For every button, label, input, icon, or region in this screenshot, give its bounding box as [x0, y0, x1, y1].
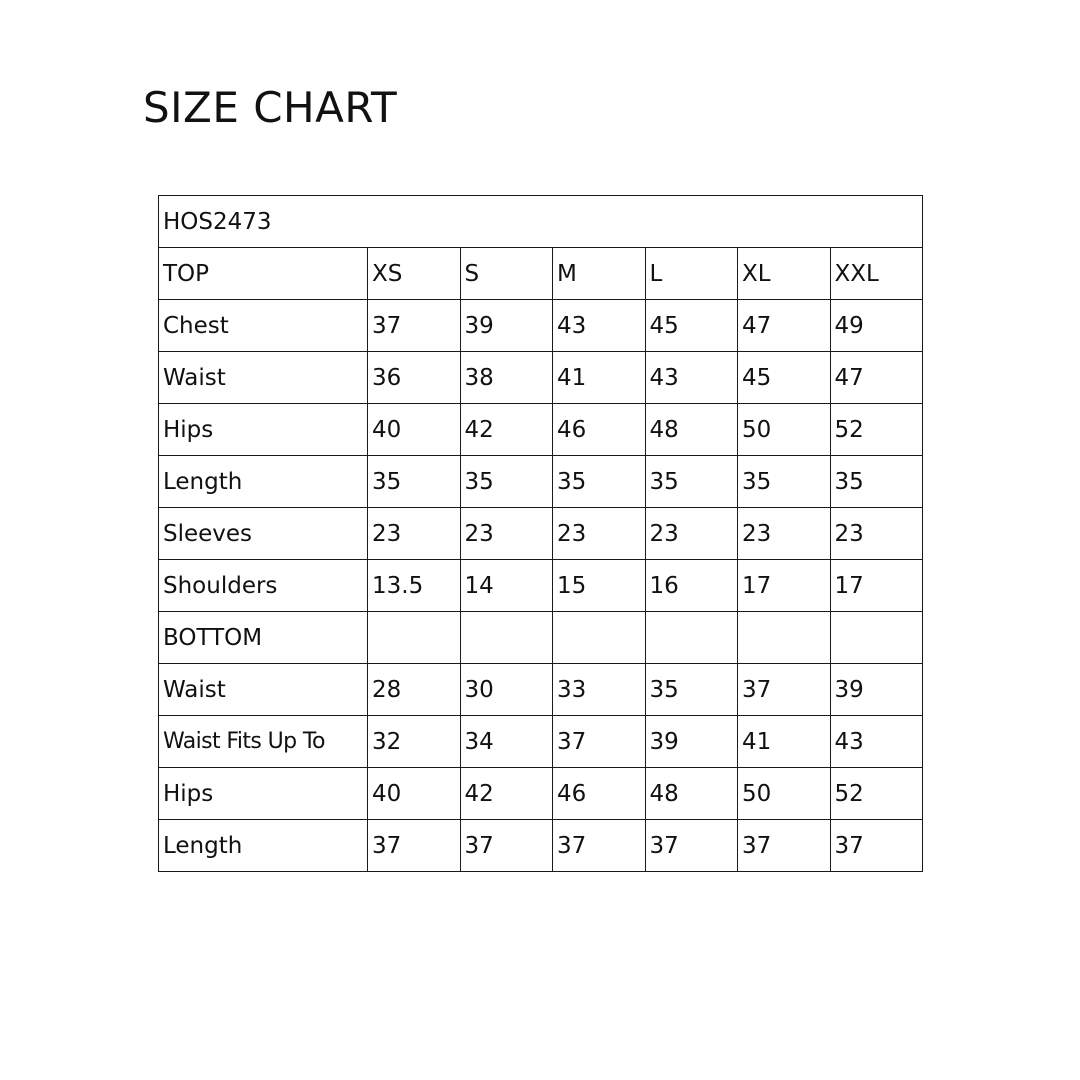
top-section-label: TOP [159, 248, 368, 300]
table-cell: 32 [368, 716, 461, 768]
table-cell: 37 [738, 820, 831, 872]
table-cell: 35 [738, 456, 831, 508]
page-title: SIZE CHART [143, 83, 398, 132]
table-cell: 41 [738, 716, 831, 768]
empty-cell [553, 612, 646, 664]
product-code: HOS2473 [159, 196, 923, 248]
table-row [159, 664, 923, 716]
table-cell: 46 [553, 768, 646, 820]
table-cell: 17 [830, 560, 923, 612]
table-cell: 47 [830, 352, 923, 404]
table-cell: 23 [460, 508, 553, 560]
table-cell: 42 [460, 404, 553, 456]
bottom-header-row [159, 612, 923, 664]
table-cell: 40 [368, 404, 461, 456]
table-cell: 42 [460, 768, 553, 820]
row-label: Shoulders [159, 560, 368, 612]
table-cell: 37 [645, 820, 738, 872]
row-label: Chest [159, 300, 368, 352]
size-header-s: S [460, 248, 553, 300]
table-cell: 43 [645, 352, 738, 404]
table-cell: 38 [460, 352, 553, 404]
table-cell: 37 [553, 716, 646, 768]
size-header-l: L [645, 248, 738, 300]
table-cell: 50 [738, 404, 831, 456]
table-cell: 45 [738, 352, 831, 404]
table-cell: 15 [553, 560, 646, 612]
size-header-xxl: XXL [830, 248, 923, 300]
bottom-section-label: BOTTOM [159, 612, 368, 664]
table-cell: 14 [460, 560, 553, 612]
size-header-xs: XS [368, 248, 461, 300]
table-cell: 13.5 [368, 560, 461, 612]
table-row [159, 300, 923, 352]
empty-cell [645, 612, 738, 664]
table-cell: 48 [645, 768, 738, 820]
table-cell: 37 [460, 820, 553, 872]
table-cell: 17 [738, 560, 831, 612]
table-cell: 23 [553, 508, 646, 560]
size-header-m: M [553, 248, 646, 300]
table-row [159, 404, 923, 456]
empty-cell [368, 612, 461, 664]
empty-cell [460, 612, 553, 664]
row-label: Waist Fits Up To [159, 716, 368, 768]
table-cell: 35 [553, 456, 646, 508]
table-cell: 30 [460, 664, 553, 716]
table-cell: 23 [830, 508, 923, 560]
table-row [159, 820, 923, 872]
row-label: Length [159, 456, 368, 508]
table-cell: 52 [830, 404, 923, 456]
table-cell: 49 [830, 300, 923, 352]
table-cell: 47 [738, 300, 831, 352]
empty-cell [738, 612, 831, 664]
table-cell: 52 [830, 768, 923, 820]
row-label: Hips [159, 768, 368, 820]
table-row [159, 768, 923, 820]
table-row [159, 508, 923, 560]
table-cell: 37 [368, 300, 461, 352]
table-cell: 46 [553, 404, 646, 456]
product-code-row [159, 196, 923, 248]
table-cell: 35 [460, 456, 553, 508]
table-cell: 28 [368, 664, 461, 716]
table-cell: 39 [460, 300, 553, 352]
size-chart-table [158, 195, 923, 872]
size-header-xl: XL [738, 248, 831, 300]
empty-cell [830, 612, 923, 664]
table-cell: 23 [368, 508, 461, 560]
table-row [159, 456, 923, 508]
top-header-row [159, 248, 923, 300]
table-cell: 23 [645, 508, 738, 560]
table-row [159, 716, 923, 768]
table-row [159, 352, 923, 404]
table-cell: 40 [368, 768, 461, 820]
table-cell: 45 [645, 300, 738, 352]
table-cell: 35 [368, 456, 461, 508]
table-cell: 37 [830, 820, 923, 872]
table-cell: 41 [553, 352, 646, 404]
table-cell: 43 [553, 300, 646, 352]
table-cell: 34 [460, 716, 553, 768]
table-cell: 39 [645, 716, 738, 768]
table-cell: 23 [738, 508, 831, 560]
table-cell: 36 [368, 352, 461, 404]
table-cell: 37 [738, 664, 831, 716]
row-label: Sleeves [159, 508, 368, 560]
table-cell: 35 [830, 456, 923, 508]
table-cell: 35 [645, 456, 738, 508]
table-cell: 48 [645, 404, 738, 456]
table-cell: 35 [645, 664, 738, 716]
row-label: Length [159, 820, 368, 872]
row-label: Hips [159, 404, 368, 456]
table-cell: 37 [368, 820, 461, 872]
table-cell: 33 [553, 664, 646, 716]
table-cell: 16 [645, 560, 738, 612]
table-cell: 43 [830, 716, 923, 768]
row-label: Waist [159, 664, 368, 716]
table-cell: 50 [738, 768, 831, 820]
row-label: Waist [159, 352, 368, 404]
table-cell: 39 [830, 664, 923, 716]
table-row [159, 560, 923, 612]
table-cell: 37 [553, 820, 646, 872]
